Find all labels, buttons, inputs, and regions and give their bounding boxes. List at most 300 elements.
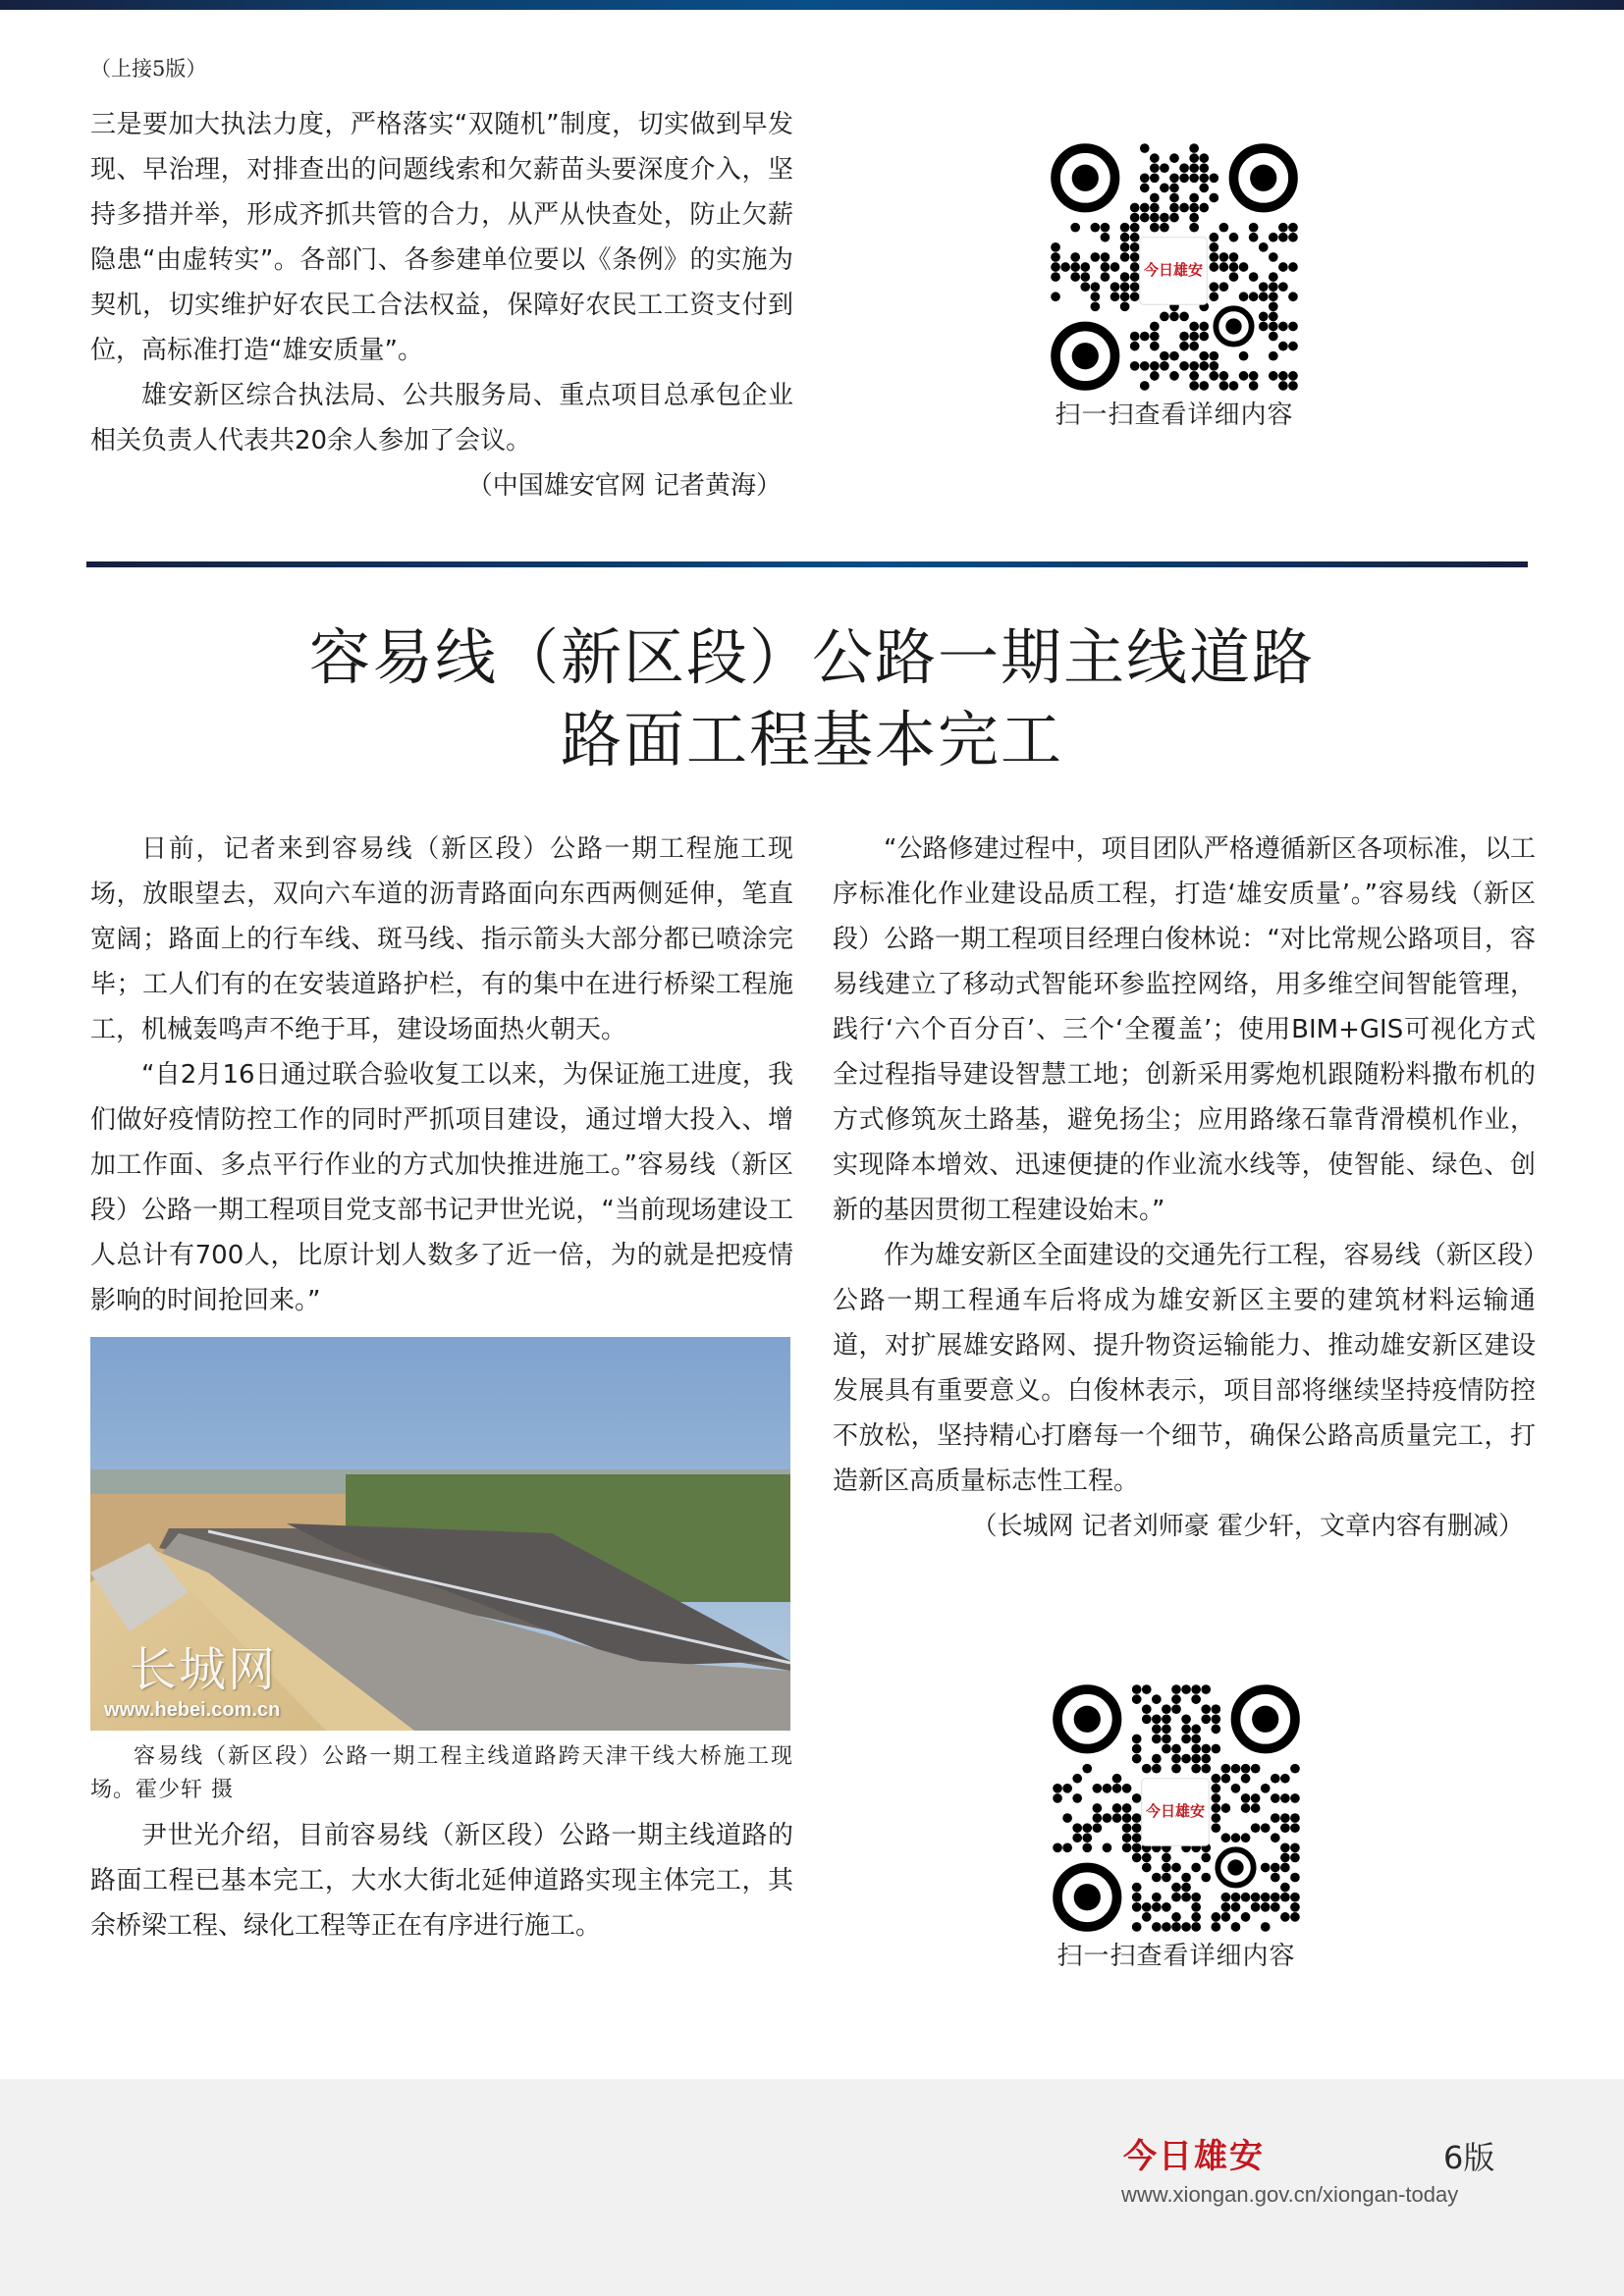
qr-module [1221, 1833, 1231, 1842]
qr-module [1132, 1735, 1142, 1744]
qr-module [1280, 1813, 1290, 1823]
qr-module [1221, 1774, 1231, 1784]
qr-module [1091, 282, 1101, 292]
qr-module [1271, 1833, 1280, 1842]
qr-module [1120, 301, 1130, 311]
qr-module [1211, 1744, 1220, 1754]
article-headline [0, 616, 1624, 781]
qr-module [1181, 1684, 1191, 1694]
qr-module [1120, 272, 1130, 282]
qr-module [1140, 173, 1150, 183]
qr-module [1171, 1893, 1181, 1902]
qr-module [1231, 1784, 1241, 1793]
qr-module [1142, 1863, 1152, 1873]
qr-module [1211, 1725, 1220, 1735]
qr-module [1179, 312, 1189, 322]
qr-module [1132, 1694, 1142, 1704]
qr-module [1179, 203, 1189, 213]
qr-module [1201, 1764, 1211, 1774]
qr-module [1191, 1694, 1201, 1704]
qr-module [1181, 1714, 1191, 1724]
qr-module [1229, 262, 1239, 272]
qr-module [1140, 332, 1150, 342]
qr-module [1150, 213, 1160, 223]
qr-module [1169, 173, 1179, 183]
qr-module [1229, 252, 1239, 262]
qr-module [1132, 1793, 1142, 1803]
qr-module [1278, 282, 1288, 292]
qr-module [1053, 1793, 1062, 1803]
qr-module [1091, 301, 1101, 311]
qr-module [1082, 1842, 1092, 1852]
qr-module [1189, 203, 1199, 213]
qr-module [1269, 351, 1278, 361]
qr-module [1072, 1793, 1082, 1803]
qr-module [1221, 1902, 1231, 1912]
qr-module [1120, 282, 1130, 292]
qr-module [1278, 262, 1288, 272]
qr-module [1130, 342, 1140, 351]
qr-module [1278, 342, 1288, 351]
qr-module [1142, 1912, 1152, 1922]
qr-module [1053, 1784, 1062, 1793]
qr-module [1132, 1754, 1142, 1764]
qr-module [1142, 1902, 1152, 1912]
qr-module [1209, 233, 1218, 242]
footer-brand-logo: 今日雄安 [1123, 2137, 1265, 2176]
qr-module [1201, 1714, 1211, 1724]
qr-module [1211, 1912, 1220, 1922]
qr-module [1219, 223, 1229, 233]
qr-module [1280, 1823, 1290, 1833]
qr-caption: 扫一扫查看详细内容 [1055, 400, 1294, 430]
qr-module [1209, 361, 1218, 371]
qr-module [1249, 233, 1259, 242]
qr-module [1142, 1764, 1152, 1774]
qr-module [1152, 1764, 1162, 1774]
qr-module [1290, 1823, 1300, 1833]
article-left-paragraph-3 [90, 1813, 793, 1949]
qr-module [1122, 1833, 1132, 1842]
qr-module [1219, 252, 1229, 262]
qr-module [1110, 262, 1120, 272]
qr-module [1259, 242, 1269, 252]
qr-module [1152, 1694, 1162, 1704]
qr-module [1199, 163, 1209, 173]
qr-module [1219, 371, 1229, 381]
qr-module [1132, 1842, 1142, 1852]
qr-module [1280, 1863, 1290, 1873]
qr-module [1290, 1793, 1300, 1803]
qr-module [1288, 342, 1298, 351]
qr-module [1191, 1912, 1201, 1922]
qr-module [1259, 312, 1269, 322]
qr-module [1080, 272, 1090, 282]
qr-module [1070, 223, 1080, 233]
qr-module [1231, 1833, 1241, 1842]
qr-module [1280, 1893, 1290, 1902]
qr-module [1070, 262, 1080, 272]
qr-module [1140, 213, 1150, 223]
qr-module [1199, 332, 1209, 342]
qr-module [1209, 252, 1218, 262]
qr-module [1201, 1704, 1211, 1714]
qr-center-logo-text: 今日雄安 [1143, 261, 1203, 280]
qr-module [1122, 1813, 1132, 1823]
qr-module [1160, 213, 1169, 223]
qr-module [1211, 1922, 1220, 1932]
qr-module [1189, 173, 1199, 183]
qr-module [1189, 322, 1199, 332]
page-footer [0, 2079, 1624, 2296]
qr-module [1280, 1842, 1290, 1852]
qr-module [1179, 163, 1189, 173]
qr-module [1229, 381, 1239, 391]
qr-module [1290, 1912, 1300, 1922]
qr-module [1160, 163, 1169, 173]
top-article-byline: （中国雄安官网 记者黄海） [466, 471, 782, 501]
qr-center-logo-text: 今日雄安 [1145, 1802, 1205, 1821]
qr-module [1209, 262, 1218, 272]
qr-module [1179, 332, 1189, 342]
qr-module [1201, 1684, 1211, 1694]
qr-module [1152, 1873, 1162, 1883]
qr-module [1162, 1704, 1171, 1714]
qr-module [1290, 1873, 1300, 1883]
article-byline: （长城网 记者刘师豪 霍少轩，文章内容有删减） [971, 1512, 1524, 1541]
qr-module [1171, 1704, 1181, 1714]
qr-module [1120, 252, 1130, 262]
footer-url-link[interactable]: www.xiongan.gov.cn/xiongan-today [1121, 2182, 1459, 2207]
qr-module [1251, 1764, 1261, 1774]
qr-module [1288, 223, 1298, 233]
qr-module [1231, 1764, 1241, 1774]
qr-module [1239, 351, 1249, 361]
article-right-column [833, 827, 1536, 1549]
qr-module [1169, 371, 1179, 381]
qr-module [1201, 1754, 1211, 1764]
qr-module [1169, 213, 1179, 223]
qr-module [1179, 173, 1189, 183]
qr-module [1209, 292, 1218, 301]
qr-module [1160, 351, 1169, 361]
qr-module [1150, 223, 1160, 233]
qr-module [1093, 1803, 1103, 1813]
qr-module [1189, 163, 1199, 173]
article-left-column [90, 827, 793, 1949]
qr-module [1132, 1813, 1142, 1823]
qr-module [1241, 1793, 1251, 1803]
qr-module [1091, 292, 1101, 301]
qr-module [1181, 1873, 1191, 1883]
qr-module [1132, 1684, 1142, 1694]
qr-module [1142, 1704, 1152, 1714]
photo-watermark-logo: 长城网 [130, 1642, 278, 1697]
qr-module [1271, 1873, 1280, 1883]
qr-module [1162, 1714, 1171, 1724]
qr-module [1280, 1774, 1290, 1784]
qr-module [1112, 1813, 1122, 1823]
qr-module [1249, 371, 1259, 381]
qr-module [1171, 1764, 1181, 1774]
qr-module [1171, 1694, 1181, 1704]
qr-module [1150, 173, 1160, 183]
qr-module [1101, 252, 1110, 262]
qr-module [1152, 1735, 1162, 1744]
qr-module [1201, 1873, 1211, 1883]
qr-module [1280, 1853, 1290, 1863]
qr-module [1211, 1803, 1220, 1813]
qr-caption: 扫一扫查看详细内容 [1056, 1942, 1296, 1971]
footer-edition-number: 6版 [1443, 2139, 1495, 2176]
qr-module [1269, 322, 1278, 332]
qr-module [1189, 361, 1199, 371]
qr-module [1152, 1922, 1162, 1932]
qr-module [1251, 1893, 1261, 1902]
qr-module [1191, 1735, 1201, 1744]
qr-module [1288, 233, 1298, 242]
qr-module [1261, 1784, 1271, 1793]
qr-module [1271, 1902, 1280, 1912]
article-paragraph: “自2月16日通过联合验收复工以来，为保证施工进度，我们做好疫情防控工作的同时严抓项目建设，通过增大投入、增加工作面、多点平行作业的方式加快推进施工。”容易线（新区段）公路一期工程项目党支部书记尹世光说，“当前现场建设工人总计有700人，比原计划人数多了近一倍，为的就是把疫情影响的时间抢回来。” [90, 1060, 793, 1315]
section-divider [86, 561, 1528, 567]
qr-module [1122, 1842, 1132, 1852]
qr-module [1189, 193, 1199, 203]
qr-module [1171, 1922, 1181, 1932]
qr-module [1229, 272, 1239, 282]
qr-module [1261, 1922, 1271, 1932]
qr-module [1209, 173, 1218, 183]
qr-module [1261, 1902, 1271, 1912]
qr-module [1199, 203, 1209, 213]
qr-module [1162, 1902, 1171, 1912]
qr-module [1191, 1764, 1201, 1774]
qr-module [1082, 1823, 1092, 1833]
continued-from-label: （上接5版） [90, 57, 207, 80]
qr-module [1130, 361, 1140, 371]
photo-watermark-url: www.hebei.com.cn [104, 1699, 281, 1721]
qr-module [1278, 233, 1288, 242]
qr-module [1112, 1774, 1122, 1784]
qr-module [1162, 1725, 1171, 1735]
qr-module [1241, 1833, 1251, 1842]
qr-module [1140, 381, 1150, 391]
qr-module [1278, 381, 1288, 391]
qr-module [1152, 1754, 1162, 1764]
top-article [90, 102, 793, 508]
qr-module [1191, 1863, 1201, 1873]
qr-module [1219, 282, 1229, 292]
qr-module [1231, 1902, 1241, 1912]
qr-module [1169, 153, 1179, 163]
qr-module [1290, 1813, 1300, 1823]
qr-module [1130, 233, 1140, 242]
qr-module [1132, 1922, 1142, 1932]
qr-finder-dot [1072, 165, 1099, 191]
qr-module [1229, 233, 1239, 242]
qr-module [1271, 1793, 1280, 1803]
qr-module [1150, 342, 1160, 351]
qr-module [1209, 193, 1218, 203]
qr-module [1259, 292, 1269, 301]
qr-finder-dot [1225, 318, 1241, 334]
qr-module [1259, 282, 1269, 292]
qr-module [1290, 1764, 1300, 1774]
qr-module [1169, 312, 1179, 322]
qr-module [1130, 282, 1140, 292]
qr-module [1132, 1893, 1142, 1902]
qr-module [1130, 292, 1140, 301]
qr-module [1120, 223, 1130, 233]
qr-module [1130, 332, 1140, 342]
qr-module [1251, 1793, 1261, 1803]
qr-module [1152, 1725, 1162, 1735]
qr-module [1191, 1684, 1201, 1694]
qr-module [1290, 1842, 1300, 1852]
qr-module [1191, 1922, 1201, 1932]
qr-module [1051, 272, 1060, 282]
qr-module [1103, 1813, 1112, 1823]
qr-module [1249, 292, 1259, 301]
qr-module [1211, 1704, 1220, 1714]
qr-module [1181, 1922, 1191, 1932]
qr-module [1162, 1853, 1171, 1863]
qr-module [1199, 381, 1209, 391]
qr-module [1181, 1754, 1191, 1764]
qr-module [1189, 223, 1199, 233]
qr-module [1280, 1793, 1290, 1803]
qr-module [1181, 1893, 1191, 1902]
qr-module [1169, 203, 1179, 213]
qr-module [1150, 361, 1160, 371]
qr-module [1261, 1893, 1271, 1902]
qr-module [1150, 332, 1160, 342]
qr-module [1199, 153, 1209, 163]
qr-module [1251, 1902, 1261, 1912]
qr-module [1191, 1902, 1201, 1912]
qr-module [1201, 1744, 1211, 1754]
qr-module [1130, 213, 1140, 223]
qr-module [1288, 322, 1298, 332]
qr-module [1053, 1842, 1062, 1852]
qr-finder-dot [1074, 1706, 1101, 1733]
qr-module [1162, 1922, 1171, 1932]
qr-module [1132, 1883, 1142, 1893]
qr-module [1189, 153, 1199, 163]
qr-module [1241, 1774, 1251, 1784]
article-paragraph: “公路修建过程中，项目团队严格遵循新区各项标准，以工序标准化作业建设品质工程，打造‘雄安质量’。”容易线（新区段）公路一期工程项目经理白俊林说：“对比常规公路项目，容易线建立了移动式智能环参监控网络，用多维空间智能管理，践行‘六个百分百’、三个‘全覆盖’；使用BIM+GIS可视化方式全过程指导建设智慧工地；创新采用雾炮机跟随粉料撒布机的方式修筑灰土路基，避免扬尘；应用路缘石靠背滑模机作业，实现降本增效、迅速便捷的作业流水线等，使智能、绿色、创新的基因贯彻工程建设始末。” [833, 834, 1536, 1225]
qr-module [1130, 262, 1140, 272]
qr-module [1150, 371, 1160, 381]
qr-code-icon[interactable] [1051, 143, 1298, 391]
qr-module [1271, 1774, 1280, 1784]
qr-module [1072, 1833, 1082, 1842]
qr-module [1171, 1912, 1181, 1922]
qr-module [1140, 361, 1150, 371]
qr-module [1191, 1754, 1201, 1764]
qr-module [1103, 1784, 1112, 1793]
qr-module [1249, 272, 1259, 282]
qr-module [1093, 1823, 1103, 1833]
photo-watermark [104, 1642, 280, 1723]
qr-module [1288, 381, 1298, 391]
qr-finder-dot [1072, 343, 1099, 369]
qr-code-icon[interactable] [1053, 1684, 1300, 1932]
qr-module [1189, 143, 1199, 153]
qr-module [1122, 1823, 1132, 1833]
qr-module [1110, 292, 1120, 301]
article-paragraph: 作为雄安新区全面建设的交通先行工程，容易线（新区段）公路一期工程通车后将成为雄安新区主要的建筑材料运输通道，对扩展雄安路网、提升物资运输能力、推动雄安新区建设发展具有重要意义。白俊林表示，项目部将继续坚持疫情防控不放松，坚持精心打磨每一个细节，确保公路高质量完工，打造新区高质量标志性工程。 [833, 1241, 1536, 1496]
qr-module [1062, 1842, 1072, 1852]
qr-module [1051, 242, 1060, 252]
qr-module [1140, 184, 1150, 193]
qr-module [1278, 371, 1288, 381]
qr-module [1130, 252, 1140, 262]
qr-module [1070, 272, 1080, 282]
qr-module [1239, 292, 1249, 301]
qr-module [1132, 1853, 1142, 1863]
qr-module [1152, 1714, 1162, 1724]
qr-module [1181, 1883, 1191, 1893]
qr-module [1241, 1803, 1251, 1813]
qr-module [1271, 1863, 1280, 1873]
qr-module [1189, 371, 1199, 381]
qr-module [1181, 1735, 1191, 1744]
qr-module [1093, 1784, 1103, 1793]
qr-module [1249, 381, 1259, 391]
photo-caption-text: 容易线（新区段）公路一期工程主线道路跨天津干线大桥施工现场。霍少轩 摄 [90, 1744, 793, 1802]
qr-module [1271, 1893, 1280, 1902]
qr-module [1110, 282, 1120, 292]
header-band [0, 0, 1624, 10]
qr-module [1062, 1813, 1072, 1823]
qr-module [1241, 1912, 1251, 1922]
qr-module [1201, 1853, 1211, 1863]
qr-module [1162, 1744, 1171, 1754]
qr-module [1288, 292, 1298, 301]
qr-module [1162, 1735, 1171, 1744]
qr-module [1269, 282, 1278, 292]
qr-block-top [1047, 143, 1302, 432]
top-article-paragraph: 雄安新区综合执法局、公共服务局、重点项目总承包企业相关负责人代表共20余人参加了会议。 [90, 381, 793, 455]
qr-module [1130, 223, 1140, 233]
qr-module [1072, 1774, 1082, 1784]
qr-module [1082, 1833, 1092, 1842]
top-article-paragraph: 三是要加大执法力度，严格落实“双随机”制度，切实做到早发现、早治理，对排查出的问题线索和欠薪苗头要深度介入，坚持多措并举，形成齐抓共管的合力，从严从快查处，防止欠薪隐患“由虚转实”。各部门、各参建单位要以《条例》的实施为契机，切实维护好农民工合法权益，保障好农民工工资支付到位，高标准打造“雄安质量”。 [90, 110, 793, 365]
qr-module [1290, 1893, 1300, 1902]
qr-module [1199, 184, 1209, 193]
qr-module [1269, 332, 1278, 342]
qr-module [1290, 1902, 1300, 1912]
qr-module [1130, 242, 1140, 252]
qr-finder-dot [1227, 1859, 1243, 1875]
qr-module [1120, 292, 1130, 301]
article-paragraph: 日前，记者来到容易线（新区段）公路一期工程施工现场，放眼望去，双向六车道的沥青路面向东西两侧延伸，笔直宽阔；路面上的行车线、斑马线、指示箭头大部分都已喷涂完毕；工人们有的在安装道路护栏，有的集中在进行桥梁工程施工，机械轰鸣声不绝于耳，建设场面热火朝天。 [90, 834, 793, 1044]
qr-module [1189, 342, 1199, 351]
qr-module [1219, 262, 1229, 272]
article-photo [90, 1337, 790, 1731]
qr-module [1269, 312, 1278, 322]
qr-module [1140, 203, 1150, 213]
qr-module [1162, 1863, 1171, 1873]
qr-module [1241, 1764, 1251, 1774]
qr-finder-dot [1250, 165, 1276, 191]
qr-module [1269, 301, 1278, 311]
qr-module [1051, 292, 1060, 301]
qr-module [1211, 1813, 1220, 1823]
qr-module [1152, 1893, 1162, 1902]
qr-module [1191, 1893, 1201, 1902]
